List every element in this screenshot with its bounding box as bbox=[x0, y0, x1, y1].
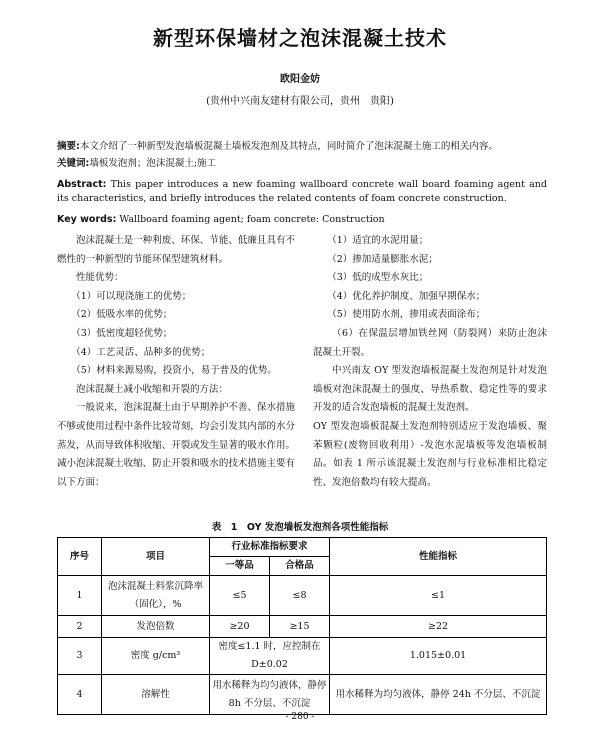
table-caption: 表 1 OY 发泡墙板发泡剂各项性能指标 bbox=[211, 522, 389, 533]
author-name: 欧阳金妨 bbox=[280, 74, 320, 85]
cell-perf: 1.015±0.01 bbox=[330, 638, 547, 675]
measure-item: （5）使用防水剂，掺用或表面涂布； bbox=[327, 309, 486, 321]
cell-standard-merged: 密度≤1.1 时，应控制在 D±0.02 bbox=[210, 638, 330, 675]
measure-item: （1）适宜的水泥用量； bbox=[327, 235, 429, 246]
cell-perf: ≥22 bbox=[330, 616, 547, 638]
advantages-heading: 性能优势： bbox=[76, 272, 124, 284]
cell-standard-merged: 用水稀释为均匀液体，静停 8h 不分层、不沉淀 bbox=[210, 675, 330, 715]
abstract-en-label: Abstract: bbox=[57, 179, 107, 190]
table-row bbox=[58, 675, 547, 715]
keywords-cn bbox=[57, 157, 547, 171]
cell-first: ≥20 bbox=[210, 616, 270, 638]
left-column bbox=[57, 232, 295, 492]
cell-qualified: ≤8 bbox=[270, 576, 330, 616]
advantage-item: （2）低吸水率的优势； bbox=[71, 309, 173, 321]
intro-paragraph: 泡沫混凝土是一种利废、环保、节能、低廉且具有不燃性的一种新型的节能环保型建筑材料。 bbox=[57, 235, 295, 265]
cell-no: 2 bbox=[58, 616, 102, 638]
abstract-en-text: This paper introduces a new foaming wallboard concrete wall board foaming agent and its characteristics, and briefly introduces the related contents of foam concrete construction. bbox=[57, 179, 547, 204]
author-affiliation: (贵州中兴南友建材有限公司，贵州 贵阳) bbox=[206, 96, 394, 107]
cell-item: 密度 g/cm³ bbox=[102, 638, 210, 675]
keywords-cn-label: 关键词: bbox=[57, 158, 90, 169]
right-column bbox=[313, 232, 547, 492]
header-no: 序号 bbox=[58, 538, 102, 576]
shrinkage-heading: 泡沫混凝土减小收缩和开裂的方法： bbox=[76, 383, 229, 395]
cell-perf: 用水稀释为均匀液体，静停 24h 不分层、不沉淀 bbox=[330, 675, 547, 715]
abstract-cn-text: 本文介绍了一种新型发泡墙板混凝土墙板发泡剂及其特点，同时简介了泡沫混凝土施工的相关内容。 bbox=[79, 141, 498, 152]
performance-table bbox=[57, 537, 547, 715]
abstract-cn-label: 摘要: bbox=[57, 141, 80, 152]
cell-qualified: ≥15 bbox=[270, 616, 330, 638]
header-qualified: 合格品 bbox=[270, 557, 330, 576]
header-performance: 性能指标 bbox=[330, 538, 547, 576]
cell-item: 发泡倍数 bbox=[102, 616, 210, 638]
paper-title: 新型环保墙材之泡沫混凝土技术 bbox=[153, 26, 447, 50]
cell-no: 3 bbox=[58, 638, 102, 675]
cell-item: 泡沫混凝土料浆沉降率（固化），% bbox=[102, 576, 210, 616]
product-paragraph-2: OY 型发泡墙板混凝土发泡剂特别适应于发泡墙板、聚苯颗粒(废物回收利用）-发泡水泥墙板等发泡墙板制品。如表 1 所示该混凝土发泡剂与行业标准相比稳定性、发泡倍数均有较大提高。 bbox=[313, 420, 547, 488]
page-number: - 280 - bbox=[285, 712, 315, 722]
measure-item: （3）低的成型水灰比； bbox=[327, 272, 429, 284]
advantage-item: （1）可以现浇施工的优势； bbox=[71, 290, 192, 302]
measure-item: （4）优化养护制度、加强早期保水； bbox=[327, 290, 486, 302]
advantage-item: （5）材料来源易购，投资小，易于普及的优势。 bbox=[71, 365, 277, 377]
cell-perf: ≤1 bbox=[330, 576, 547, 616]
product-paragraph-1: 中兴南友 OY 型发泡墙板混凝土发泡剂是针对发泡墙板对泡沫混凝土的强度、导热系数、稳定性等的要求开发的适合发泡墙板的混凝土发泡剂。 bbox=[313, 365, 547, 414]
shrinkage-paragraph: 一般说来，泡沫混凝土由于早期养护不善、保水措施不够或使用过程中条件比较苛刻，均会引发其内部的水分蒸发，从而导致体积收缩、开裂或发生显著的吸水作用。减小泡沫混凝土收缩、防止开裂和吸水的技术措施主要有以下方面： bbox=[57, 402, 295, 488]
keywords-en-label: Key words: bbox=[57, 214, 117, 225]
advantage-item: （3）低密度超轻优势； bbox=[71, 327, 173, 339]
advantage-item: （4）工艺灵活、品种多的优势； bbox=[71, 346, 211, 358]
cell-item: 溶解性 bbox=[102, 675, 210, 715]
cell-no: 4 bbox=[58, 675, 102, 715]
header-item: 项目 bbox=[102, 538, 210, 576]
table-row bbox=[58, 638, 547, 675]
table-row bbox=[58, 576, 547, 616]
table-row bbox=[58, 616, 547, 638]
table-header-row bbox=[58, 538, 547, 557]
keywords-cn-text: 墙板发泡剂；泡沫混凝土;施工 bbox=[89, 158, 217, 169]
abstract-en bbox=[57, 178, 547, 206]
cell-no: 1 bbox=[58, 576, 102, 616]
keywords-en bbox=[57, 213, 547, 227]
cell-first: ≤5 bbox=[210, 576, 270, 616]
abstract-cn bbox=[57, 140, 547, 154]
header-first-class: 一等品 bbox=[210, 557, 270, 576]
keywords-en-text: Wallboard foaming agent; foam concrete: Construction bbox=[119, 214, 385, 225]
header-standard: 行业标准指标要求 bbox=[210, 538, 330, 557]
measure-item: （6）在保温层增加铁丝网（防裂网）来防止泡沫混凝土开裂。 bbox=[313, 327, 547, 358]
measure-item: （2）掺加适量膨胀水泥； bbox=[327, 253, 438, 265]
